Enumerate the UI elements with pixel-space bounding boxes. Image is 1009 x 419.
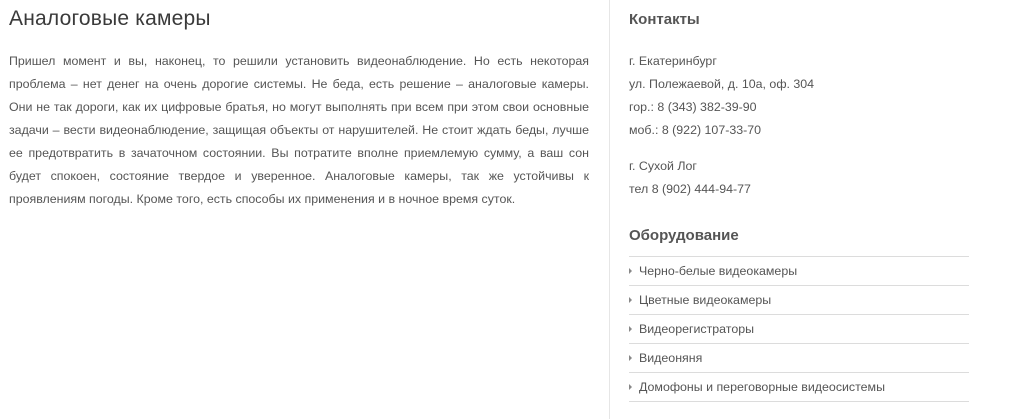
office-city: г. Екатеринбург [629, 54, 717, 68]
contacts-office-sukhoy-log [629, 155, 969, 201]
column-divider [609, 0, 610, 419]
equipment-item-recorders[interactable] [629, 315, 969, 344]
contacts-office-ekaterinburg [629, 50, 969, 142]
office-phone: гор.: 8 (343) 382-39-90 [629, 100, 757, 114]
office-address: ул. Полежаевой, д. 10а, оф. 304 [629, 77, 815, 91]
bullet-arrow-icon [629, 268, 632, 274]
contacts-heading: Контакты [629, 11, 700, 28]
bullet-arrow-icon [629, 326, 632, 332]
equipment-item-intercoms[interactable] [629, 373, 969, 402]
office-phone: тел 8 (902) 444-94-77 [629, 182, 751, 196]
equipment-item-label[interactable]: Домофоны и переговорные видеосистемы [639, 380, 885, 394]
equipment-item-color-cameras[interactable] [629, 286, 969, 315]
equipment-item-label[interactable]: Черно-белые видеокамеры [639, 264, 798, 278]
equipment-item-label[interactable]: Цветные видеокамеры [639, 293, 772, 307]
equipment-item-label[interactable]: Видеорегистраторы [639, 322, 755, 336]
main-content [9, 6, 589, 211]
office-city: г. Сухой Лог [629, 159, 697, 173]
equipment-heading: Оборудование [629, 227, 739, 244]
office-mobile: моб.: 8 (922) 107-33-70 [629, 123, 762, 137]
equipment-item-baby-monitor[interactable] [629, 344, 969, 373]
article-paragraph: Пришел момент и вы, наконец, то решили установить видеонаблюдение. Но есть некоторая проблема – нет денег на очень дорогие системы. Не беда, есть решение – аналоговые камеры. Они не так дороги, как их цифровые братья, но могут выполнять при всем при этом свои основные задачи – вести видеонаблюдение, защищая объекты от нарушителей. Не стоит ждать беды, лучше ее предотвратить в зачаточном состоянии. Вы потратите вполне приемлемую сумму, а ваш сон будет спокоен, состояние твердое и уверенное. Аналоговые камеры, так же устойчивы к проявлениям погоды. Кроме того, есть способы их применения и в ночное время суток. [9, 54, 589, 206]
bullet-arrow-icon [629, 355, 632, 361]
bullet-arrow-icon [629, 384, 632, 390]
equipment-list [629, 256, 969, 402]
page-title: Аналоговые камеры [9, 7, 211, 30]
sidebar [629, 10, 969, 402]
equipment-item-bw-cameras[interactable] [629, 257, 969, 286]
bullet-arrow-icon [629, 297, 632, 303]
equipment-item-label[interactable]: Видеоняня [639, 351, 703, 365]
